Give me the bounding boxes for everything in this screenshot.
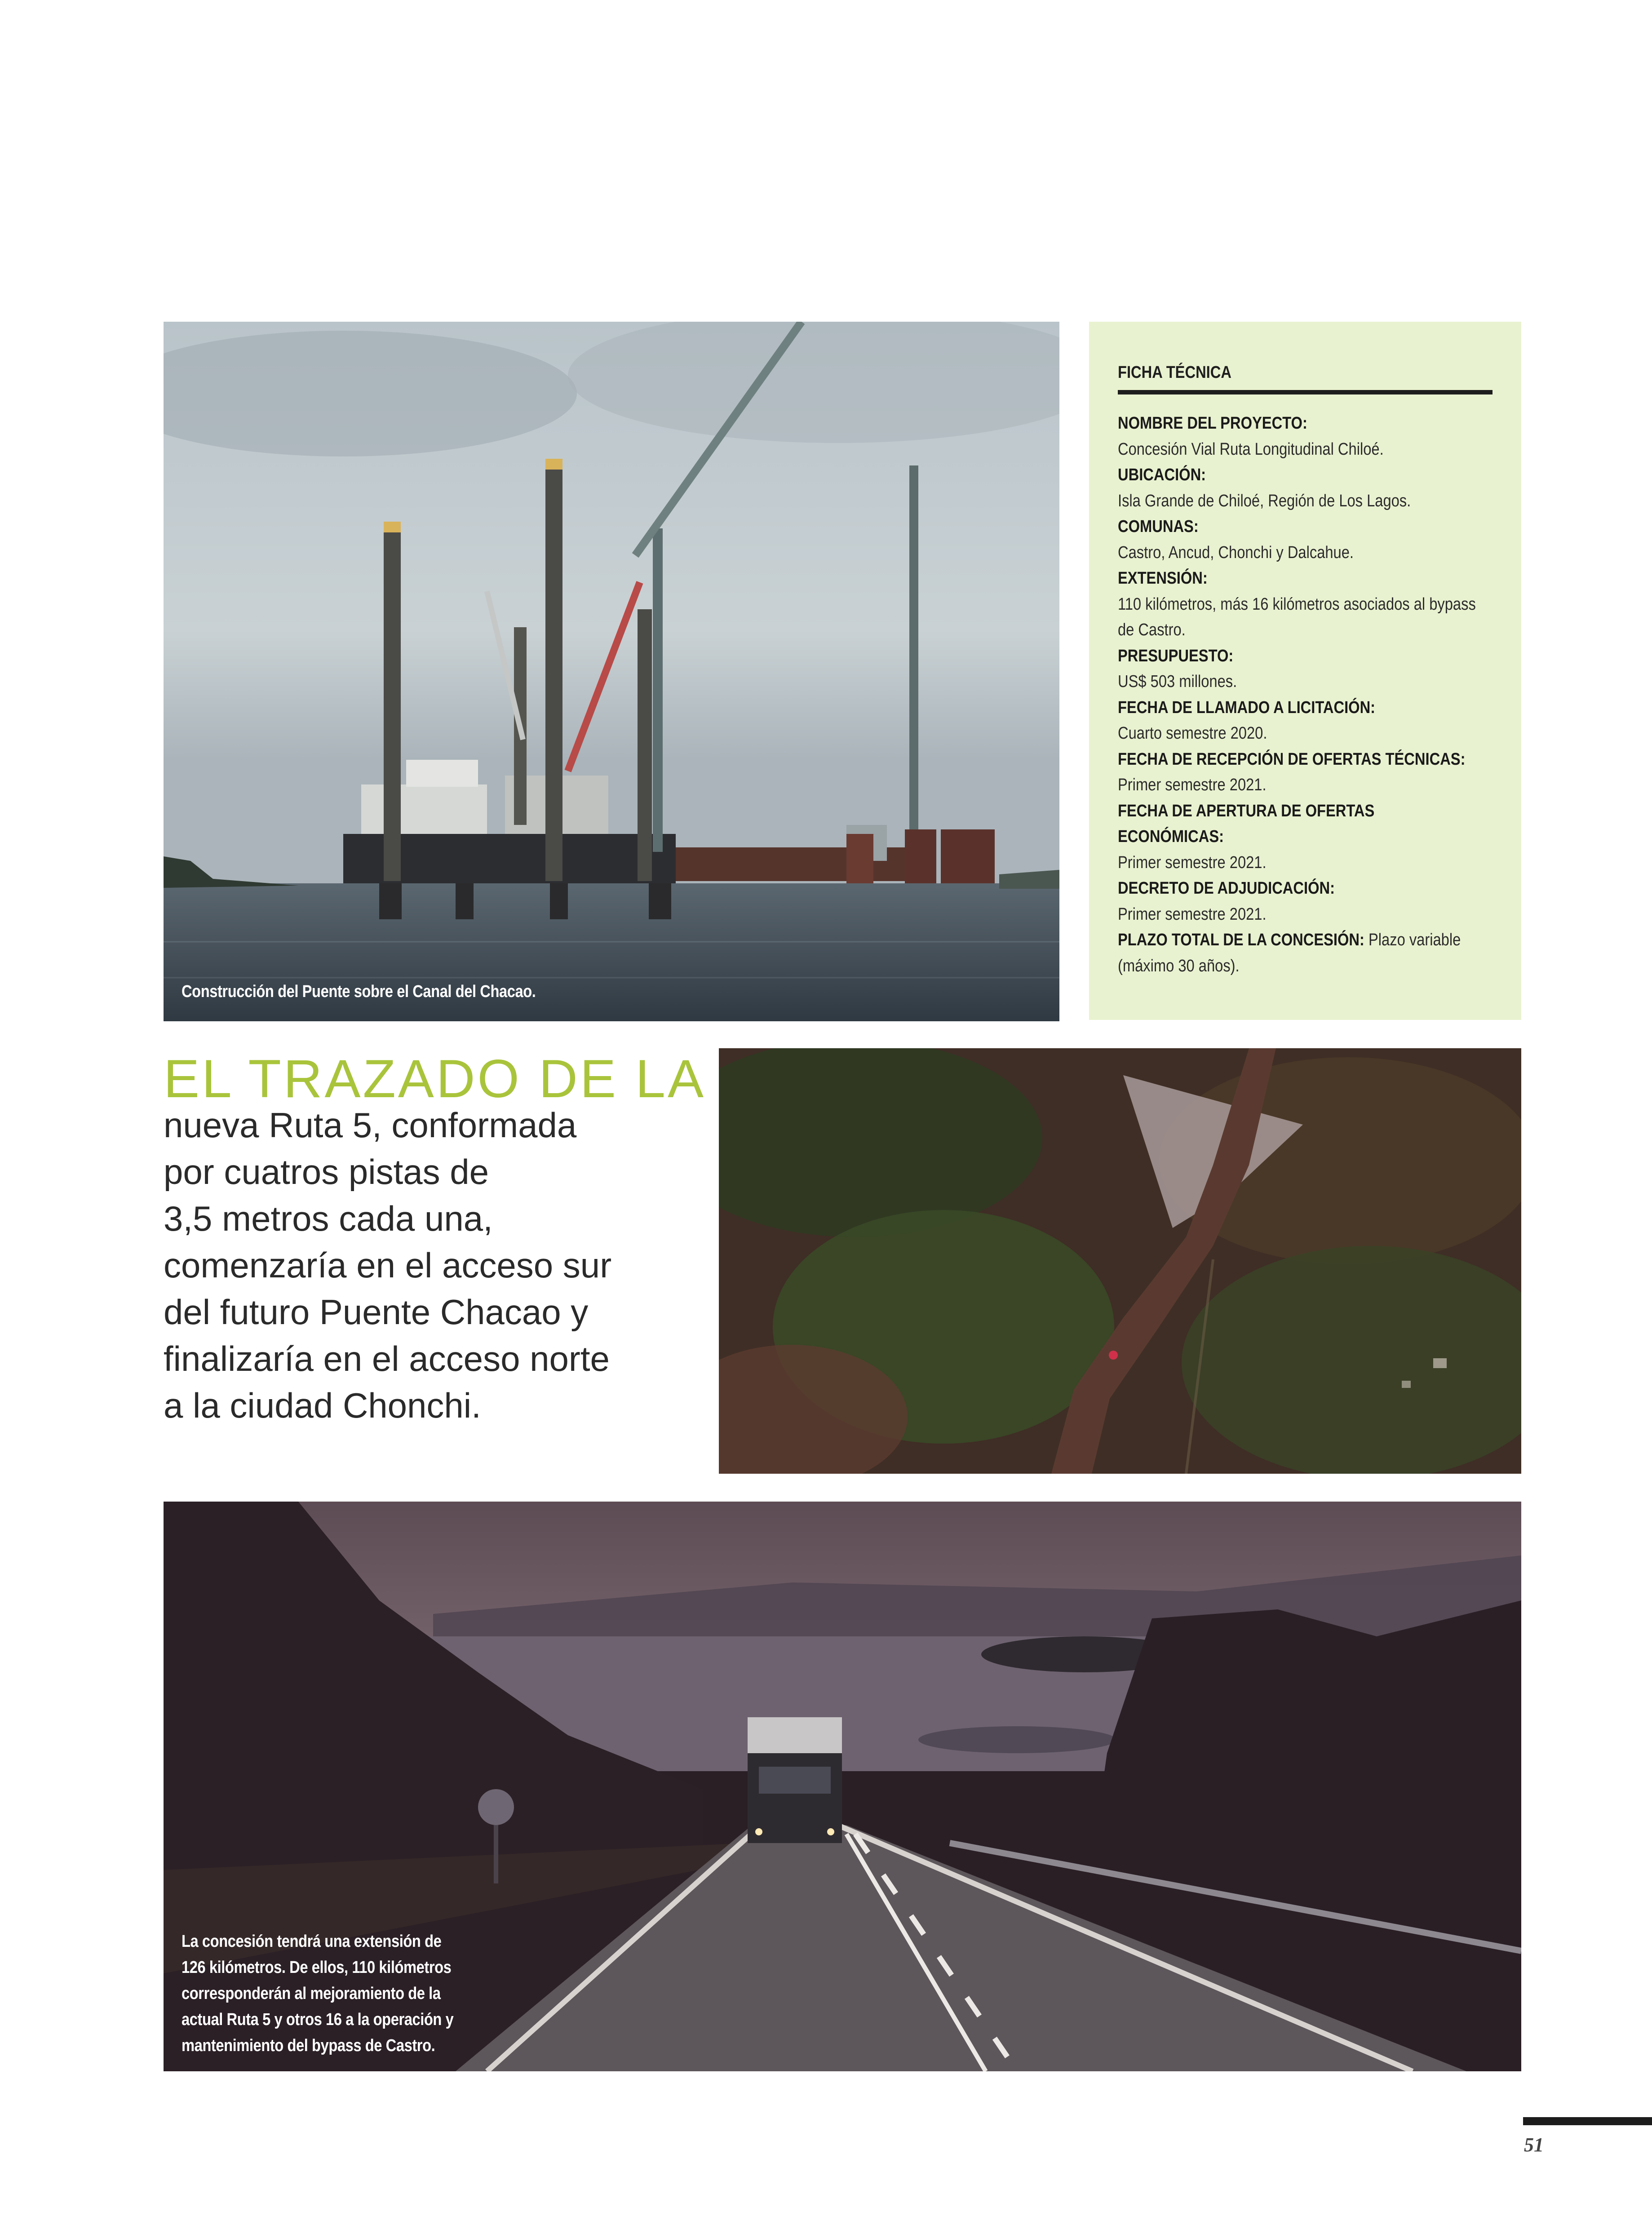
title-rule <box>1118 390 1493 394</box>
caption-line: actual Ruta 5 y otros 16 a la operación y <box>182 2010 454 2029</box>
label-economic-offers-date: FECHA DE APERTURA DE OFERTAS ECONÓMICAS: <box>1118 801 1375 846</box>
label-concession-term: PLAZO TOTAL DE LA CONCESIÓN: <box>1118 931 1364 949</box>
pull-quote-lead: EL TRAZADO DE LA <box>164 1049 706 1109</box>
value-communes: Castro, Ancud, Chonchi y Dalcahue. <box>1118 543 1354 562</box>
pull-quote-line: del futuro Puente Chacao y <box>164 1292 589 1332</box>
pull-quote-body <box>164 1102 721 1429</box>
pull-quote-line: por cuatros pistas de <box>164 1152 489 1192</box>
label-tender-call-date: FECHA DE LLAMADO A LICITACIÓN: <box>1118 698 1376 717</box>
label-communes: COMUNAS: <box>1118 517 1199 536</box>
value-project-name: Concesión Vial Ruta Longitudinal Chiloé. <box>1118 439 1384 459</box>
value-award-decree: Primer semestre 2021. <box>1118 904 1267 924</box>
page-rule <box>1523 2117 1652 2125</box>
value-tender-call-date: Cuarto semestre 2020. <box>1118 724 1267 743</box>
page-number: 51 <box>1524 2134 1544 2156</box>
value-budget: US$ 503 millones. <box>1118 672 1237 691</box>
label-budget: PRESUPUESTO: <box>1118 646 1234 665</box>
value-economic-offers-date: Primer semestre 2021. <box>1118 853 1267 872</box>
photo-aerial-road <box>719 1048 1521 1474</box>
technical-sheet-title: FICHA TÉCNICA <box>1118 363 1231 382</box>
aerial-road-illustration <box>719 1048 1521 1474</box>
label-award-decree: DECRETO DE ADJUDICACIÓN: <box>1118 879 1335 898</box>
pull-quote-line: comenzaría en el acceso sur <box>164 1245 612 1285</box>
pull-quote-line: a la ciudad Chonchi. <box>164 1386 481 1425</box>
bridge-construction-illustration <box>164 322 1059 1021</box>
pull-quote-line: nueva Ruta 5, conformada <box>164 1105 577 1145</box>
caption-line: corresponderán al mejoramiento de la <box>182 1984 441 2003</box>
label-technical-offers-date: FECHA DE RECEPCIÓN DE OFERTAS TÉCNICAS: <box>1118 749 1466 769</box>
pull-quote-line: 3,5 metros cada una, <box>164 1199 493 1238</box>
value-location: Isla Grande de Chiloé, Región de Los Lagos. <box>1118 491 1411 510</box>
photo-bridge-construction <box>164 322 1059 1021</box>
technical-sheet-box <box>1089 322 1521 1020</box>
caption-line: La concesión tendrá una extensión de <box>182 1932 442 1951</box>
value-technical-offers-date: Primer semestre 2021. <box>1118 775 1267 794</box>
value-extension: 110 kilómetros, más 16 kilómetros asociados al bypass de Castro. <box>1118 594 1476 639</box>
concession-term-row <box>1118 927 1489 979</box>
label-location: UBICACIÓN: <box>1118 465 1206 484</box>
pull-quote-line: finalizaría en el acceso norte <box>164 1339 610 1378</box>
technical-sheet-list <box>1118 411 1489 979</box>
caption-line: 126 kilómetros. De ellos, 110 kilómetros <box>182 1958 452 1977</box>
label-extension: EXTENSIÓN: <box>1118 569 1208 588</box>
photo-caption <box>182 1928 491 2059</box>
photo-road-truck <box>164 1502 1521 2071</box>
pull-quote <box>164 1050 721 1429</box>
value-concession-term: Plazo variable (máximo 30 años). <box>1118 931 1461 975</box>
caption-line: mantenimiento del bypass de Castro. <box>182 2036 435 2055</box>
label-project-name: NOMBRE DEL PROYECTO: <box>1118 414 1307 433</box>
photo-caption: Construcción del Puente sobre el Canal del Chacao. <box>182 982 536 1001</box>
